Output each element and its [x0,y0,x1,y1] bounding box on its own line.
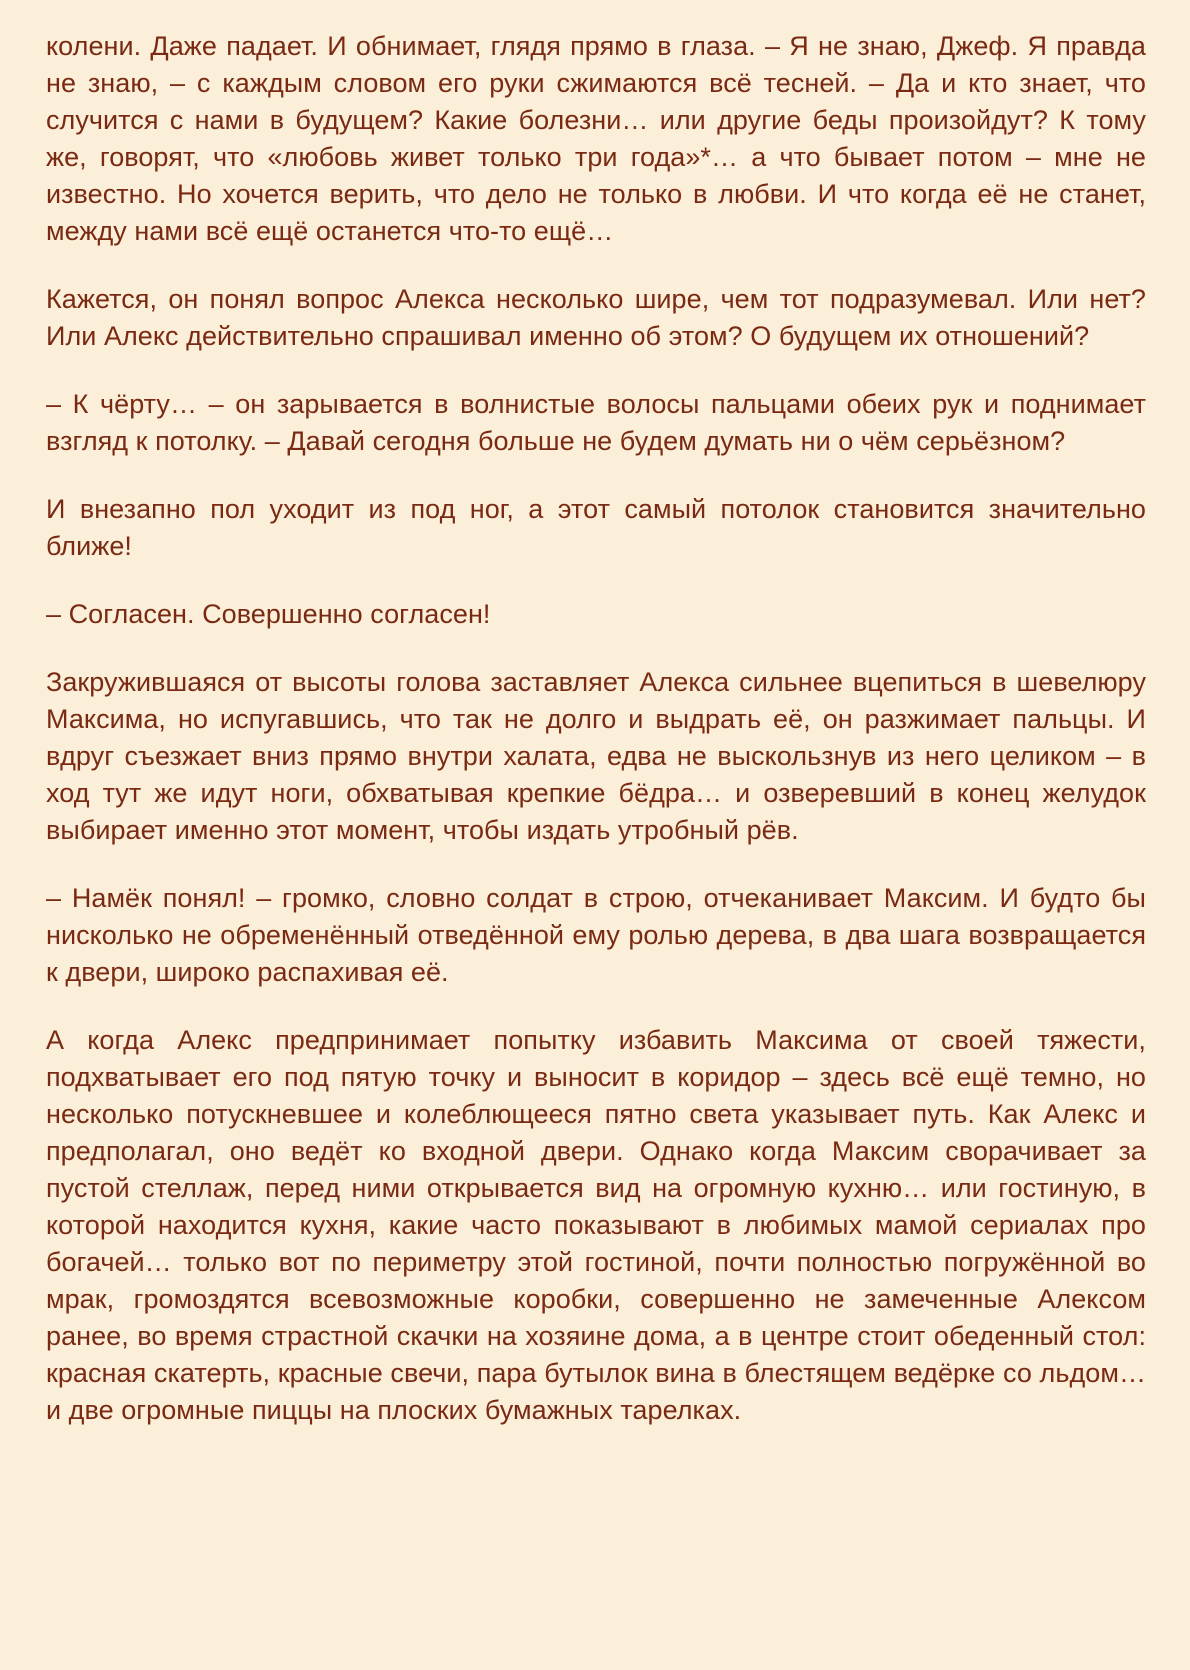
paragraph-8: А когда Алекс предпринимает попытку избавить Максима от своей тяжести, подхватывает его под пятую точку и выносит в коридор – здесь всё ещё темно, но несколько потускневшее и колеблющееся пятно света указывает путь. Как Алекс и предполагал, оно ведёт ко входной двери. Однако когда Максим сворачивает за пустой стеллаж, перед ними открывается вид на огромную кухню… или гостиную, в которой находится кухня, какие часто показывают в любимых мамой сериалах про богачей… только вот по периметру этой гостиной, почти полностью погружённой во мрак, громоздятся всевозможные коробки, совершенно не замеченные Алексом ранее, во время страстной скачки на хозяине дома, а в центре стоит обеденный стол: красная скатерть, красные свечи, пара бутылок вина в блестящем ведёрке со льдом… и две огромные пиццы на плоских бумажных тарелках. [46,1025,1146,1425]
paragraph-7: – Намёк понял! – громко, словно солдат в строю, отчеканивает Максим. И будто бы нисколько не обременённый отведённой ему ролью дерева, в два шага возвращается к двери, широко распахивая её. [46,883,1146,987]
paragraph-6: Закружившаяся от высоты голова заставляет Алекса сильнее вцепиться в шевелюру Максима, но испугавшись, что так не долго и выдрать её, он разжимает пальцы. И вдруг съезжает вниз прямо внутри халата, едва не выскользнув из него целиком – в ход тут же идут ноги, обхватывая крепкие бёдра… и озверевший в конец желудок выбирает именно этот момент, чтобы издать утробный рёв. [46,667,1146,845]
paragraph-3: – К чёрту… – он зарывается в волнистые волосы пальцами обеих рук и поднимает взгляд к потолку. – Давай сегодня больше не будем думать ни о чём серьёзном? [46,389,1146,456]
paragraph-1: колени. Даже падает. И обнимает, глядя прямо в глаза. – Я не знаю, Джеф. Я правда не знаю, – с каждым словом его руки сжимаются всё тесней. – Да и кто знает, что случится с нами в будущем? Какие болезни… или другие беды произойдут? К тому же, говорят, что «любовь живет только три года»*… а что бывает потом – мне не известно. Но хочется верить, что дело не только в любви. И что когда её не станет, между нами всё ещё останется что-то ещё… [46,31,1146,246]
paragraph-4: И внезапно пол уходит из под ног, а этот самый потолок становится значительно ближе! [46,494,1146,561]
paragraph-5: – Согласен. Совершенно согласен! [46,599,491,629]
paragraph-2: Кажется, он понял вопрос Алекса несколько шире, чем тот подразумевал. Или нет? Или Алекс действительно спрашивал именно об этом? О будущем их отношений? [46,284,1146,351]
